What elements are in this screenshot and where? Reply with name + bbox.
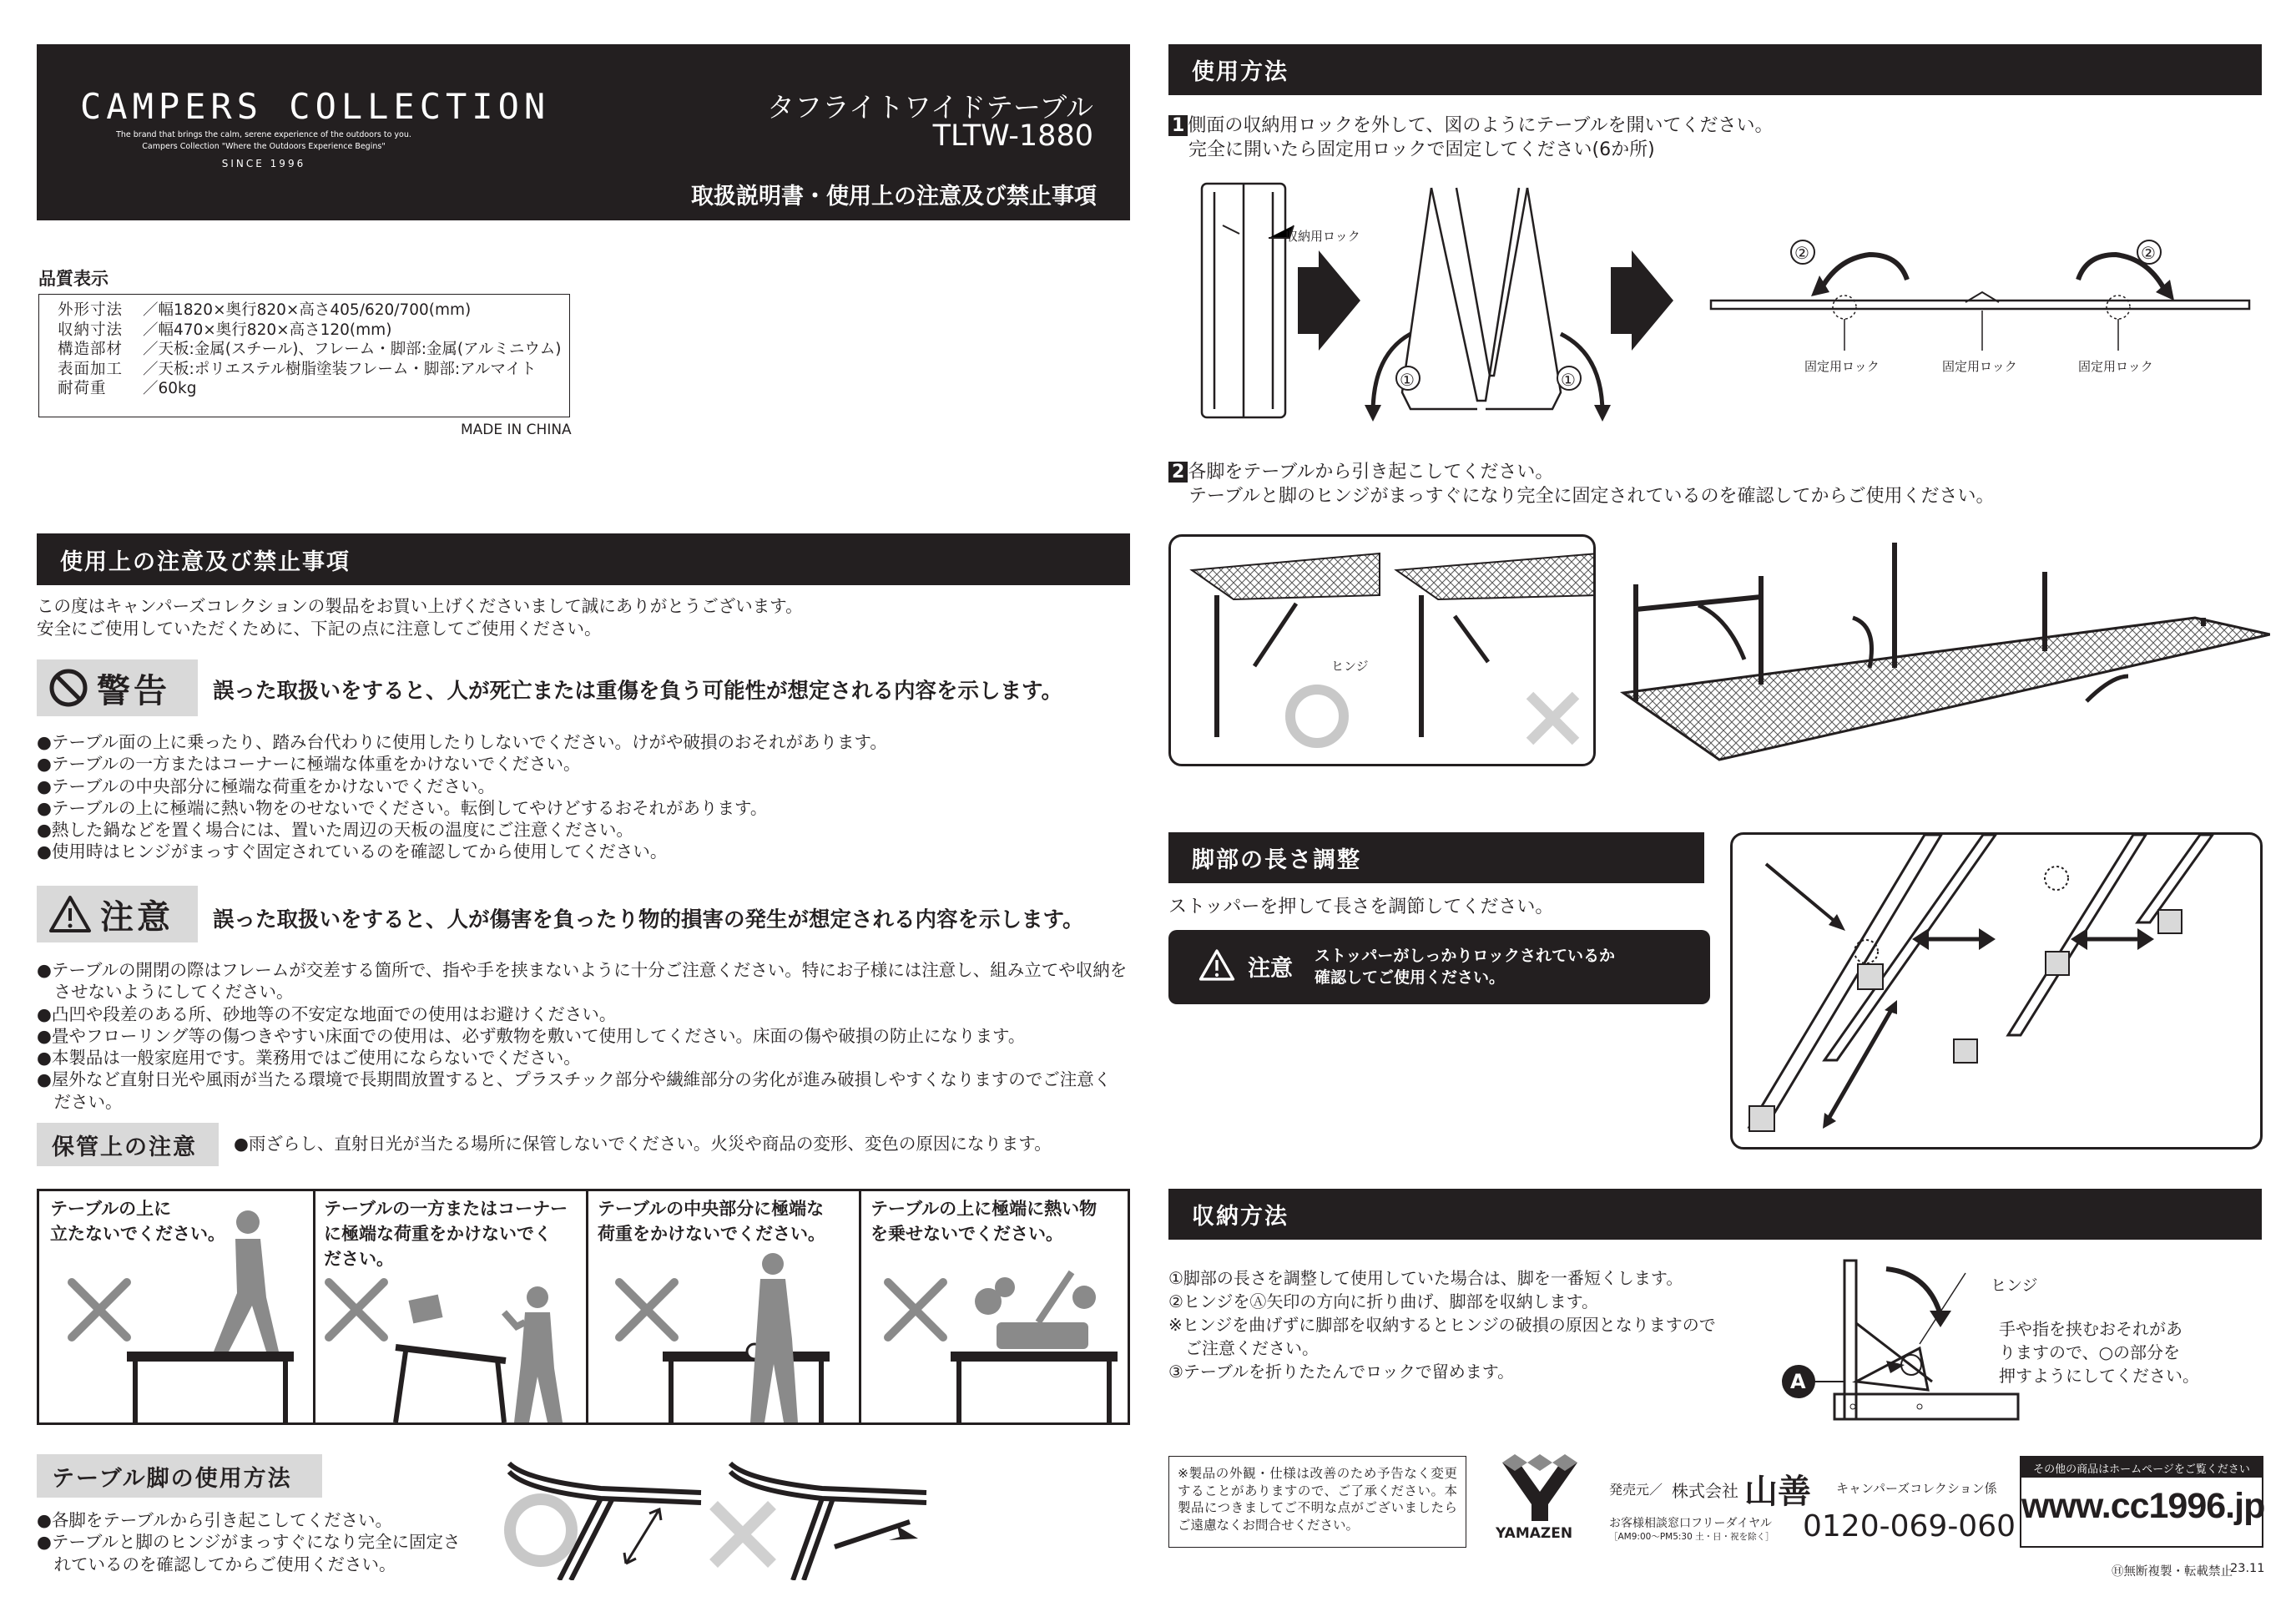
arrow-right-icon	[1611, 250, 1673, 351]
yamazen-logo-icon	[1494, 1454, 1586, 1521]
brand-logo: CAMPERS COLLECTION	[80, 86, 551, 127]
list-item: ●使用時はヒンジがまっすぐ固定されているのを確認してから使用してください。	[37, 841, 668, 862]
section-storage-title: 収納方法	[1168, 1189, 2262, 1240]
step-circle-label: ②	[2141, 243, 2156, 263]
brand-tagline: The brand that brings the calm, serene experience of the outdoors to you. Campers Collection "Where the Outdoors Experience Begins"	[116, 130, 411, 151]
list-item: ※ヒンジを曲げずに脚部を収納するとヒンジの破損の原因となりますので	[1168, 1315, 1716, 1335]
storage-caution-label: 保管上の注意	[37, 1123, 219, 1166]
seller-label: 発売元／	[1609, 1482, 1663, 1498]
product-code: TLTW-1880	[932, 119, 1093, 153]
ok-circle-icon	[510, 1499, 572, 1561]
quality-title: 品質表示	[38, 269, 108, 289]
list-item: ●屋外など直射日光や風雨が当たる環境で長期間放置すると、プラスチック部分や繊維部分の劣化が進み破損しやすくなりますのでご注意く	[37, 1069, 1112, 1090]
caution-list	[37, 959, 1127, 1113]
list-item: ●テーブルの中央部分に極端な荷重をかけないでください。	[37, 776, 496, 796]
quality-row: 表面加工 ／天板:ポリエステル樹脂塗装フレーム・脚部:アルマイト	[58, 360, 537, 378]
leg-lock-comparison	[1168, 534, 1596, 766]
spec-change-notice: ※製品の外観・仕様は改善のため予告なく変更することがありますので、ご了承ください。本製品につきましてご不明な点がございましたらご遠慮なくお問合せください。	[1168, 1456, 1466, 1548]
leg-length-diagram	[1730, 832, 2263, 1150]
website-label: その他の商品はホームページをご覧ください	[2021, 1458, 2262, 1478]
caution-badge: 注意	[37, 886, 198, 942]
support-label: お客様相談窓口フリーダイヤル	[1609, 1517, 1773, 1530]
list-item: ③テーブルを折りたたんでロックで留めます。	[1168, 1362, 1515, 1382]
list-item: ●テーブルと脚のヒンジがまっすぐになり完全に固定さ	[37, 1532, 461, 1553]
leg-lock-illustration	[1171, 537, 1596, 766]
phone-number[interactable]: 0120-069-060	[1803, 1509, 2016, 1544]
usage-step1-line2: 完全に開いたら固定用ロックで固定してください(6か所)	[1188, 139, 1655, 160]
quality-row: 構造部材 ／天板:金属(スチール)、フレーム・脚部:金属(アルミニウム)	[58, 341, 562, 358]
list-item: ●本製品は一般家庭用です。業務用ではご使用にならないでください。	[37, 1048, 581, 1069]
quality-table	[38, 294, 570, 417]
leg-length-caution	[1168, 930, 1710, 1004]
list-item: ●畳やフローリング等の傷つきやすい床面での使用は、必ず敷物を敷いて使用してください。床面の傷や破損の防止になります。	[37, 1025, 1026, 1046]
section-cautions-title: 使用上の注意及び禁止事項	[37, 533, 1130, 585]
storage-steps	[1168, 1266, 1716, 1383]
step-circle-label: ①	[1400, 370, 1415, 390]
company-prefix: 株式会社	[1672, 1481, 1738, 1501]
panel-caption: テーブルの中央部分に極端な 荷重をかけないでください。	[598, 1199, 825, 1244]
copyright: Ⓗ無断複製・転載禁止	[2112, 1565, 2233, 1579]
list-item: ●テーブル面の上に乗ったり、踏み台代わりに使用したりしないでください。けがや破損のおそれがあります。	[37, 732, 887, 752]
intro-line: この度はキャンパーズコレクションの製品をお買い上げくださいまして誠にありがとうございます。	[37, 596, 803, 616]
ok-circle-icon	[1290, 690, 1344, 743]
panel-caption: テーブルの上に 立たないでください。	[50, 1199, 225, 1244]
list-item: ●テーブルの上に極端に熱い物をのせないでください。転倒してやけどするおそれがあります。	[37, 797, 768, 818]
ng-x-icon	[1530, 695, 1576, 741]
leg-length-text: ストッパーを押して長さを調節してください。	[1168, 897, 1554, 917]
storage-hinge-label: ヒンジ	[1991, 1276, 2038, 1295]
table-open-diagram	[1168, 175, 2270, 434]
double-arrow-icon	[624, 1509, 661, 1564]
leg-usage-title: テーブル脚の使用方法	[37, 1454, 322, 1498]
double-arrow-icon	[1912, 928, 1996, 950]
fixed-lock-label: 固定用ロック	[2078, 359, 2153, 374]
panel-caption: テーブルの一方またはコーナー に極端な荷重をかけないでく ださい。	[324, 1199, 568, 1269]
quality-row: 外形寸法 ／幅1820×奥行820×高さ405/620/700(mm)	[58, 301, 472, 319]
version: 23.11	[2230, 1562, 2265, 1575]
warning-triangle-icon	[48, 895, 92, 933]
hinge-label: ヒンジ	[1331, 659, 1369, 674]
hot-objects-table-icon	[951, 1272, 1118, 1422]
person-standing-on-table-icon	[127, 1210, 294, 1422]
double-arrow-icon	[2071, 928, 2154, 950]
x-mark-icon	[72, 1282, 943, 1337]
marker-a-label: A	[1790, 1370, 1806, 1393]
website-url[interactable]: www.cc1996.jp	[2021, 1486, 2265, 1526]
section-leg-length-title: 脚部の長さ調整	[1168, 832, 1704, 883]
usage-step1: 1 側面の収納用ロックを外して、図のようにテーブルを開いてください。	[1168, 111, 1773, 137]
prohibition-illustrations	[37, 1189, 1130, 1425]
product-name: タフライトワイドテーブル	[766, 91, 1093, 124]
caution-heading: 誤った取扱いをすると、人が傷害を負ったり物的損害の発生が想定される内容を示します。	[213, 907, 1084, 932]
list-item: ●熱した鍋などを置く場合には、置いた周辺の天板の温度にご注意ください。	[37, 820, 633, 841]
section-usage-title: 使用方法	[1168, 44, 2262, 95]
list-item: ●凸凹や段差のある所、砂地等の不安定な地面での使用はお避けください。	[37, 1003, 617, 1024]
usage-step2: 2 各脚をテーブルから引き起こしてください。	[1168, 457, 1553, 483]
center-load-table-icon	[663, 1253, 830, 1422]
list-item: れているのを確認してからご使用ください。	[37, 1554, 396, 1574]
list-item: ●各脚をテーブルから引き起こしてください。	[37, 1510, 393, 1530]
warning-heading: 誤った取扱いをすると、人が死亡または重傷を負う可能性が想定される内容を示します。	[213, 679, 1062, 704]
usage-step2-line2: テーブルと脚のヒンジがまっすぐになり完全に固定されているのを確認してからご使用ください。	[1188, 486, 1995, 507]
pinch-note: 手や指を挟むおそれがあ りますので、○の部分を 押すようにしてください。	[1999, 1319, 2199, 1386]
step-number: 1	[1168, 115, 1188, 136]
company-logo-text: YAMAZEN	[1496, 1525, 1573, 1542]
caution-label: 注意	[1248, 956, 1293, 982]
list-item: ①脚部の長さを調整して使用していた場合は、脚を一番短くします。	[1168, 1268, 1683, 1288]
warning-badge: 警告	[37, 659, 198, 716]
leg-usage-diagram	[501, 1447, 1135, 1580]
panel-caption: テーブルの上に極端に熱い物 を乗せないでください。	[870, 1199, 1098, 1244]
list-item: ご注意ください。	[1168, 1338, 1319, 1358]
list-item: ●テーブルの開閉の際はフレームが交差する箇所で、指や手を挟まないように十分ご注意ください。特にお子様には注意し、組み立てや収納を	[37, 960, 1128, 980]
step-circle-label: ①	[1561, 370, 1576, 390]
list-item: させないようにしてください。	[37, 982, 294, 1003]
leg-telescope-illustration	[1733, 835, 2263, 1150]
table-legs-raised-diagram	[1619, 518, 2270, 793]
quality-row: 耐荷重 ／60kg	[58, 380, 197, 397]
company-name: 山善	[1744, 1473, 1811, 1511]
brand-since: SINCE 1996	[221, 158, 306, 169]
quality-row: 収納寸法 ／幅470×奥行820×高さ120(mm)	[58, 321, 392, 339]
step-number: 2	[1168, 462, 1188, 483]
header-banner	[37, 44, 1130, 220]
leg-usage-list	[37, 1509, 461, 1575]
prohibition-icon	[48, 668, 88, 708]
fixed-lock-label: 固定用ロック	[1942, 359, 2017, 374]
arrow-right-icon	[1298, 250, 1360, 351]
division-label: キャンパーズコレクション係	[1836, 1481, 1997, 1496]
list-item: ●テーブルの一方またはコーナーに極端な体重をかけないでください。	[37, 754, 581, 775]
support-hours: ［AM9:00～PM5:30 土・日・祝を除く］	[1609, 1532, 1774, 1542]
storage-lock-label: 収納用ロック	[1285, 229, 1360, 244]
list-item: ださい。	[37, 1091, 123, 1112]
step-circle-label: ②	[1794, 243, 1809, 263]
warning-list	[37, 731, 887, 863]
fixed-lock-label: 固定用ロック	[1804, 359, 1880, 374]
made-in: MADE IN CHINA	[461, 422, 572, 438]
ng-x-icon	[714, 1505, 772, 1564]
caution-text: ストッパーがしっかりロックされているか 確認してご使用ください。	[1315, 947, 1616, 987]
list-item: ②ヒンジをⒶ矢印の方向に折り曲げ、脚部を収納します。	[1168, 1291, 1599, 1311]
manual-title: 取扱説明書・使用上の注意及び禁止事項	[691, 184, 1097, 210]
storage-caution-text: ●雨ざらし、直射日光が当たる場所に保管しないでください。火災や商品の変形、変色の原因になります。	[234, 1134, 1052, 1154]
website-box	[2020, 1456, 2263, 1548]
tilted-table-icon	[396, 1286, 563, 1422]
intro-line: 安全にご使用していただくために、下記の点に注意してご使用ください。	[37, 619, 602, 639]
warning-triangle-icon	[1198, 948, 1235, 982]
